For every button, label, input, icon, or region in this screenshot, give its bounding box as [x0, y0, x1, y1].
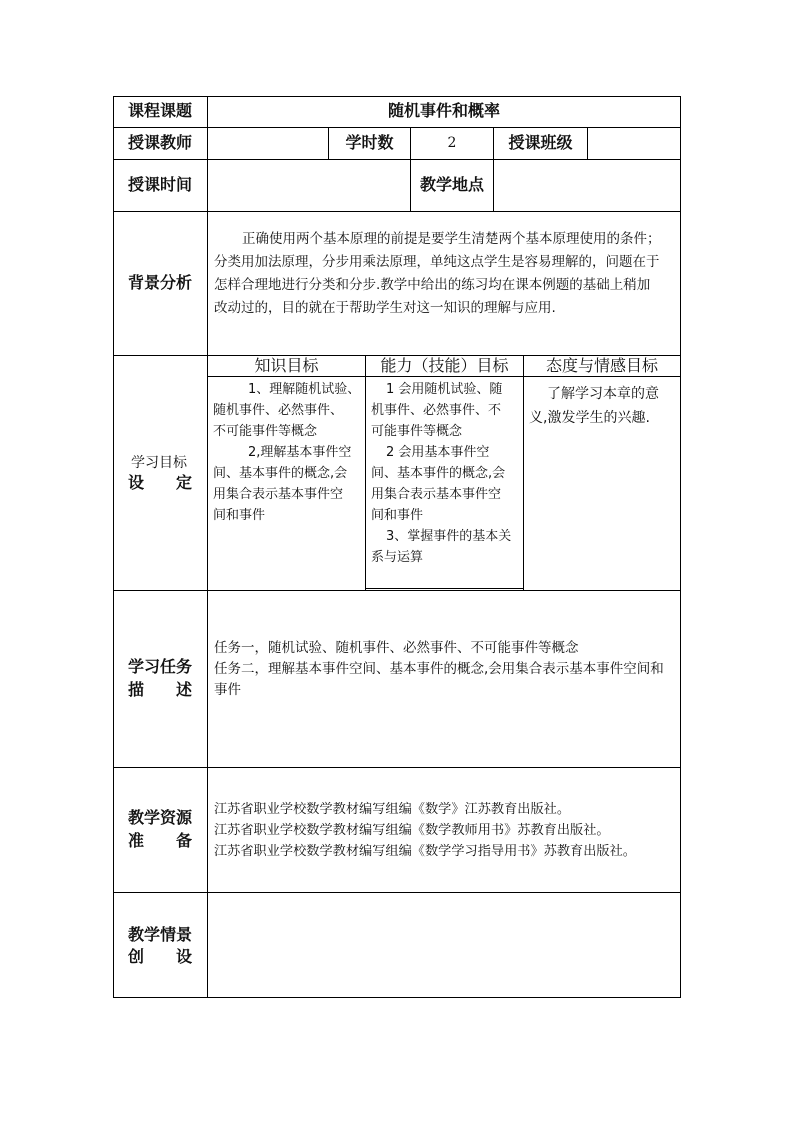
task-line: 任务二，理解基本事件空间、基本事件的概念,会用集合表示基本事件空间和: [214, 661, 664, 677]
grid-line: [493, 159, 494, 212]
grid-line: [365, 588, 524, 589]
goals-label-line2: [128, 472, 192, 494]
place-label: 教学地点: [419, 175, 484, 194]
background-line: 改动过的，目的就在于帮助学生对这一知识的理解与应用.: [214, 300, 556, 316]
resources-text: [214, 799, 676, 862]
background-text: [214, 228, 676, 320]
grid-line: [523, 355, 524, 590]
goals-label-line1: 学习目标: [131, 455, 187, 471]
grid-line: [113, 767, 681, 768]
background-label: 背景分析: [128, 273, 193, 292]
background-line: 分类用加法原理，分步用乘法原理，单纯这点学生是容易理解的，问题在于: [214, 254, 660, 270]
background-line: 正确使用两个基本原理的前提是要学生清楚两个基本原理使用的条件；: [242, 231, 661, 247]
grid-line: [113, 96, 681, 97]
ability-goal-line: 系与运算: [371, 550, 424, 565]
ability-goal-line: 间和事件: [371, 508, 424, 523]
tasks-label-char: 述: [175, 680, 192, 699]
grid-line: [113, 96, 114, 998]
resources-label-char: 备: [175, 831, 192, 850]
knowledge-goal-line: 2,理解基本事件空: [248, 445, 352, 460]
scenario-label-char: 创: [128, 947, 145, 966]
ability-goal-text: [371, 379, 521, 568]
ability-goal-line: 间、基本事件的概念,会: [371, 466, 506, 481]
ability-goal-line: 机事件、必然事件、不: [371, 403, 502, 418]
teacher-label: 授课教师: [128, 133, 193, 152]
grid-line: [587, 127, 588, 160]
tasks-text: [214, 638, 676, 701]
background-line: 怎样合理地进行分类和分步.教学中给出的练习均在课本例题的基础上稍加: [214, 277, 651, 293]
knowledge-goal-line: 不可能事件等概念: [213, 424, 318, 439]
resource-line: 江苏省职业学校数学教材编写组编《数学》江苏教育出版社。: [214, 802, 571, 817]
attitude-goal-text: [529, 382, 679, 430]
grid-line: [113, 590, 681, 591]
knowledge-goal-line: 1、理解随机试验、: [248, 382, 361, 397]
grid-line: [365, 355, 366, 590]
grid-line: [113, 127, 681, 128]
tasks-label-line1: 学习任务: [128, 657, 193, 676]
scenario-label-line2: [128, 946, 192, 968]
scenario-label-line1: 教学情景: [128, 925, 193, 944]
ability-goal-line: 可能事件等概念: [371, 424, 463, 439]
ability-goal-line: 用集合表示基本事件空: [371, 487, 502, 502]
grid-line: [113, 892, 681, 893]
knowledge-goal-line: 随机事件、必然事件、: [213, 403, 344, 418]
attitude-goal-line: 了解学习本章的意: [547, 386, 659, 402]
ability-goal-line: 1 会用随机试验、随: [386, 382, 503, 397]
ability-goal-line: 3、掌握事件的基本关: [386, 529, 512, 544]
resources-label-line1: 教学资源: [128, 808, 193, 827]
resource-line: 江苏省职业学校数学教材编写组编《数学学习指导用书》苏教育出版社。: [214, 844, 636, 859]
tasks-label-char: 描: [128, 680, 145, 699]
grid-line: [207, 96, 208, 998]
time-label: 授课时间: [128, 175, 193, 194]
scenario-label-char: 设: [175, 947, 192, 966]
grid-line: [113, 997, 681, 998]
course-title-label: 课程课题: [128, 101, 193, 120]
goals-label-char: 设: [128, 473, 145, 492]
attitude-goal-header: 态度与情感目标: [545, 356, 658, 375]
attitude-goal-line: 义,激发学生的兴趣.: [529, 410, 650, 426]
knowledge-goal-header: 知识目标: [254, 356, 319, 375]
tasks-label-line2: [128, 679, 192, 701]
class-label: 授课班级: [508, 133, 573, 152]
ability-goal-header: 能力（技能）目标: [380, 356, 509, 375]
knowledge-goal-text: [213, 379, 363, 526]
hours-label: 学时数: [345, 133, 394, 152]
course-title-value: 随机事件和概率: [387, 101, 500, 120]
grid-line: [113, 159, 681, 160]
task-line: 事件: [214, 682, 241, 698]
knowledge-goal-line: 用集合表示基本事件空: [213, 487, 344, 502]
task-line: 任务一，随机试验、随机事件、必然事件、不可能事件等概念: [214, 640, 579, 656]
resources-label-line2: [128, 830, 192, 852]
grid-line: [207, 376, 681, 377]
resource-line: 江苏省职业学校数学教材编写组编《数学教师用书》苏教育出版社。: [214, 823, 610, 838]
grid-line: [113, 211, 681, 212]
grid-line: [680, 96, 681, 998]
goals-label-char: 定: [175, 473, 192, 492]
knowledge-goal-line: 间、基本事件的概念,会: [213, 466, 348, 481]
ability-goal-line: 2 会用基本事件空: [386, 445, 490, 460]
hours-value: 2: [447, 135, 457, 151]
resources-label-char: 准: [128, 831, 145, 850]
knowledge-goal-line: 间和事件: [213, 508, 266, 523]
